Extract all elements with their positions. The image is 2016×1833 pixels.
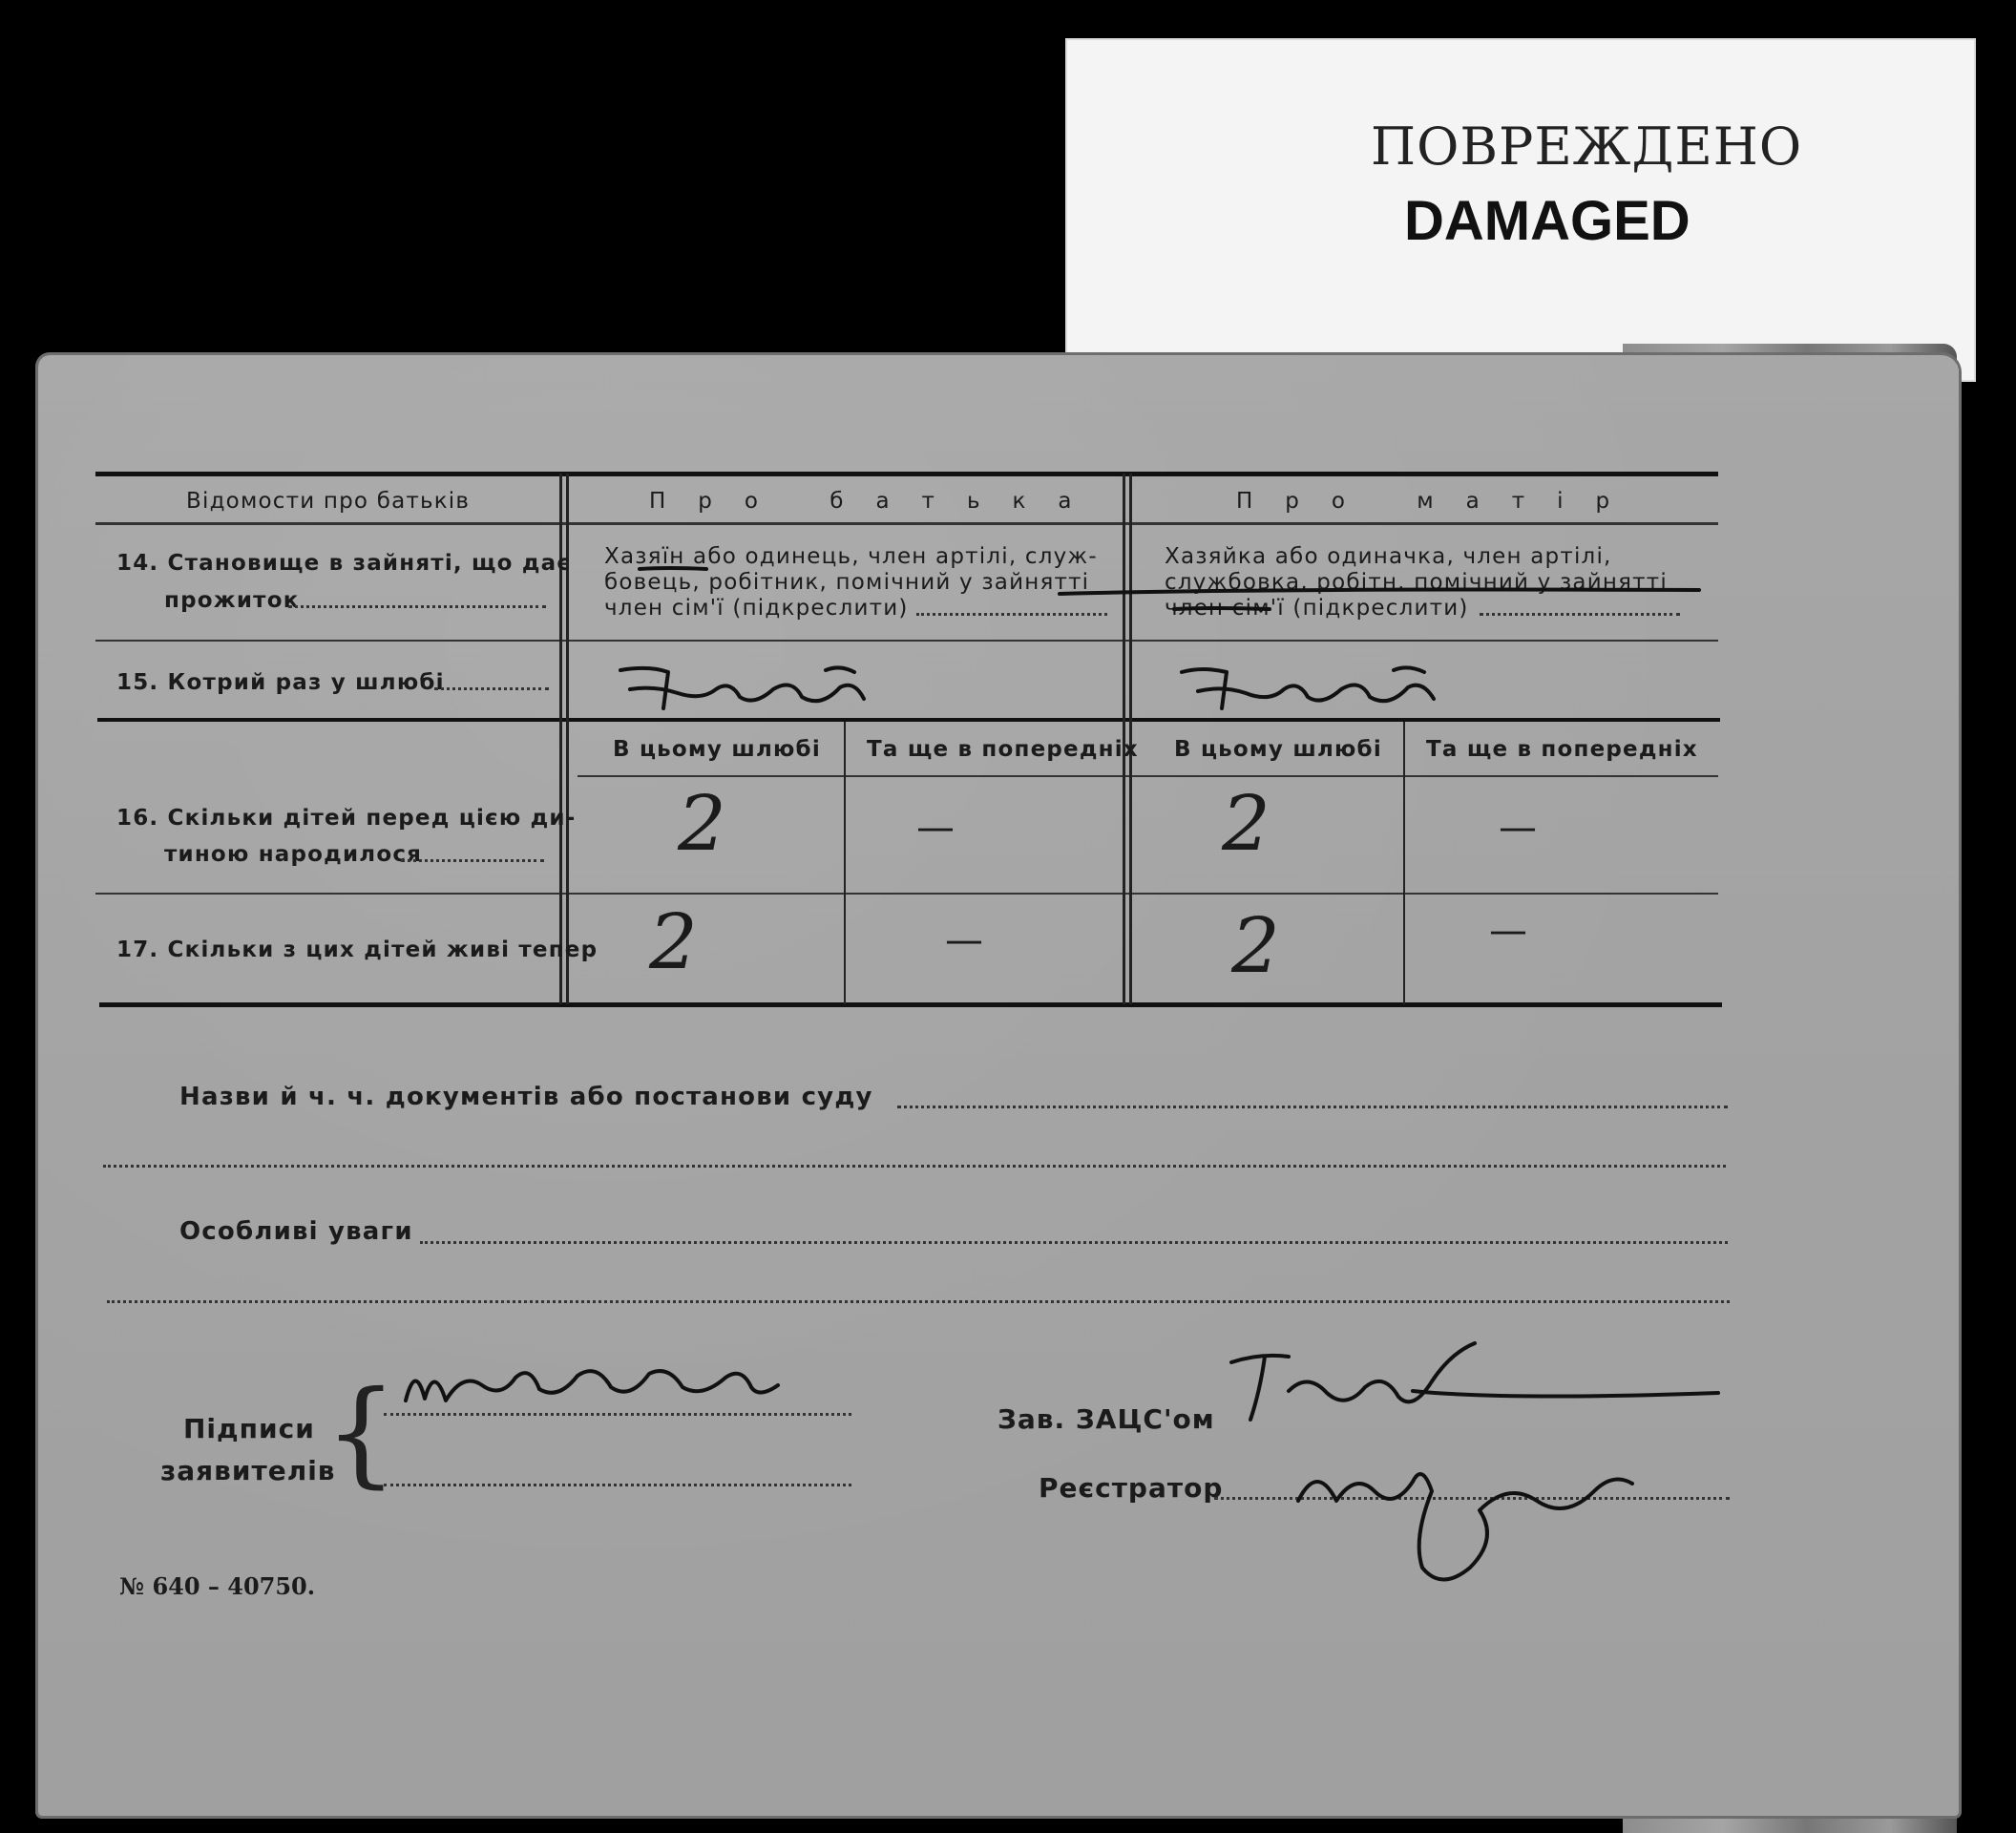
row16-label-line2: тиною народилося [164,842,423,867]
row14-label-line1: 14. Становище в зайняті, що дає [116,551,572,576]
row14-father-line2: бовець, робітник, помічний у зайнятті [604,570,1090,595]
registrar-label: Реєстратор [1039,1472,1224,1504]
row14-label-line2: прожиток [164,588,300,613]
head-label: Зав. ЗАЦС'ом [998,1403,1215,1435]
row14-mother-dots [1480,613,1680,616]
row16-mother-prev: — [1499,806,1539,850]
row14-hand-underlines [601,556,1709,613]
header-father: Про батька [649,489,1104,514]
remarks-dots-1 [420,1241,1728,1244]
documents-dots-2 [103,1165,1726,1168]
row17-label: 17. Скільки з цих дітей живі тепер [116,938,598,962]
form-number: № 640 – 40750. [119,1572,316,1600]
subheader-father-this: В цьому шлюбі [613,737,821,762]
row15-label-dots [434,687,549,690]
documents-label: Назви й ч. ч. документів або постанови суду [179,1083,873,1111]
row14-label-dots [288,605,546,608]
row14-father-line1: Хазяїн або одинець, член артілі, служ- [604,544,1098,569]
table-bottom-rule [99,1002,1722,1007]
applicant-sign-line-2 [384,1484,851,1486]
head-signature [1222,1334,1756,1439]
header-mother: Про матір [1236,489,1643,514]
applicant-signature [396,1343,797,1420]
damaged-stamp-en: DAMAGED [1404,190,1690,252]
row16-label-line1: 16. Скільки дітей перед цією ди- [116,806,577,831]
table-top-rule [95,472,1718,476]
row14-father-dots [916,613,1107,616]
subheader-father-prev: Та ще в попередніх [867,737,1139,762]
applicants-label-line1: Підписи [183,1413,315,1444]
damaged-stamp-ru: ПОВРЕЖДЕНО [1371,116,1803,177]
row16-father-this: 2 [678,779,726,868]
col-divider-mother [1403,722,1405,1004]
row17-father-this: 2 [649,897,698,986]
row14-rule [95,640,1718,642]
remarks-label: Особливі уваги [179,1217,413,1246]
damaged-label-card [1065,38,1976,382]
row15-father-handwriting [611,661,897,718]
row17-mother-prev: — [1489,909,1529,953]
remarks-dots-2 [107,1300,1730,1303]
row14-mother-line2: службовка, робітн. помічний у зайнятті [1165,570,1668,595]
row15-rule [97,718,1720,722]
subheader-mother-prev: Та ще в попередніх [1426,737,1698,762]
documents-dots-1 [897,1106,1728,1108]
subheader-rule [578,775,1718,777]
form-page [38,355,1959,1816]
applicants-label-line2: заявителів [160,1455,336,1486]
row16-label-dots [401,859,544,862]
row16-mother-this: 2 [1222,779,1270,868]
header-rule [95,522,1718,525]
subheader-mother-this: В цьому шлюбі [1174,737,1382,762]
row17-father-prev: — [945,918,985,962]
row16-father-prev: — [916,806,956,850]
col-divider-father [844,722,846,1004]
row15-mother-handwriting [1174,659,1480,716]
row14-mother-line3: член сім'ї (підкреслити) [1165,596,1469,621]
row16-rule [95,893,1718,895]
row17-mother-this: 2 [1231,901,1280,990]
row14-mother-line1: Хазяйка або одиначка, член артілі, [1165,544,1612,569]
header-col1: Відомости про батьків [186,489,471,514]
row14-father-line3: член сім'ї (підкреслити) [604,596,909,621]
applicants-brace: { [325,1367,398,1500]
row15-label: 15. Котрий раз у шлюбі [116,670,445,695]
registrar-signature [1279,1424,1680,1596]
